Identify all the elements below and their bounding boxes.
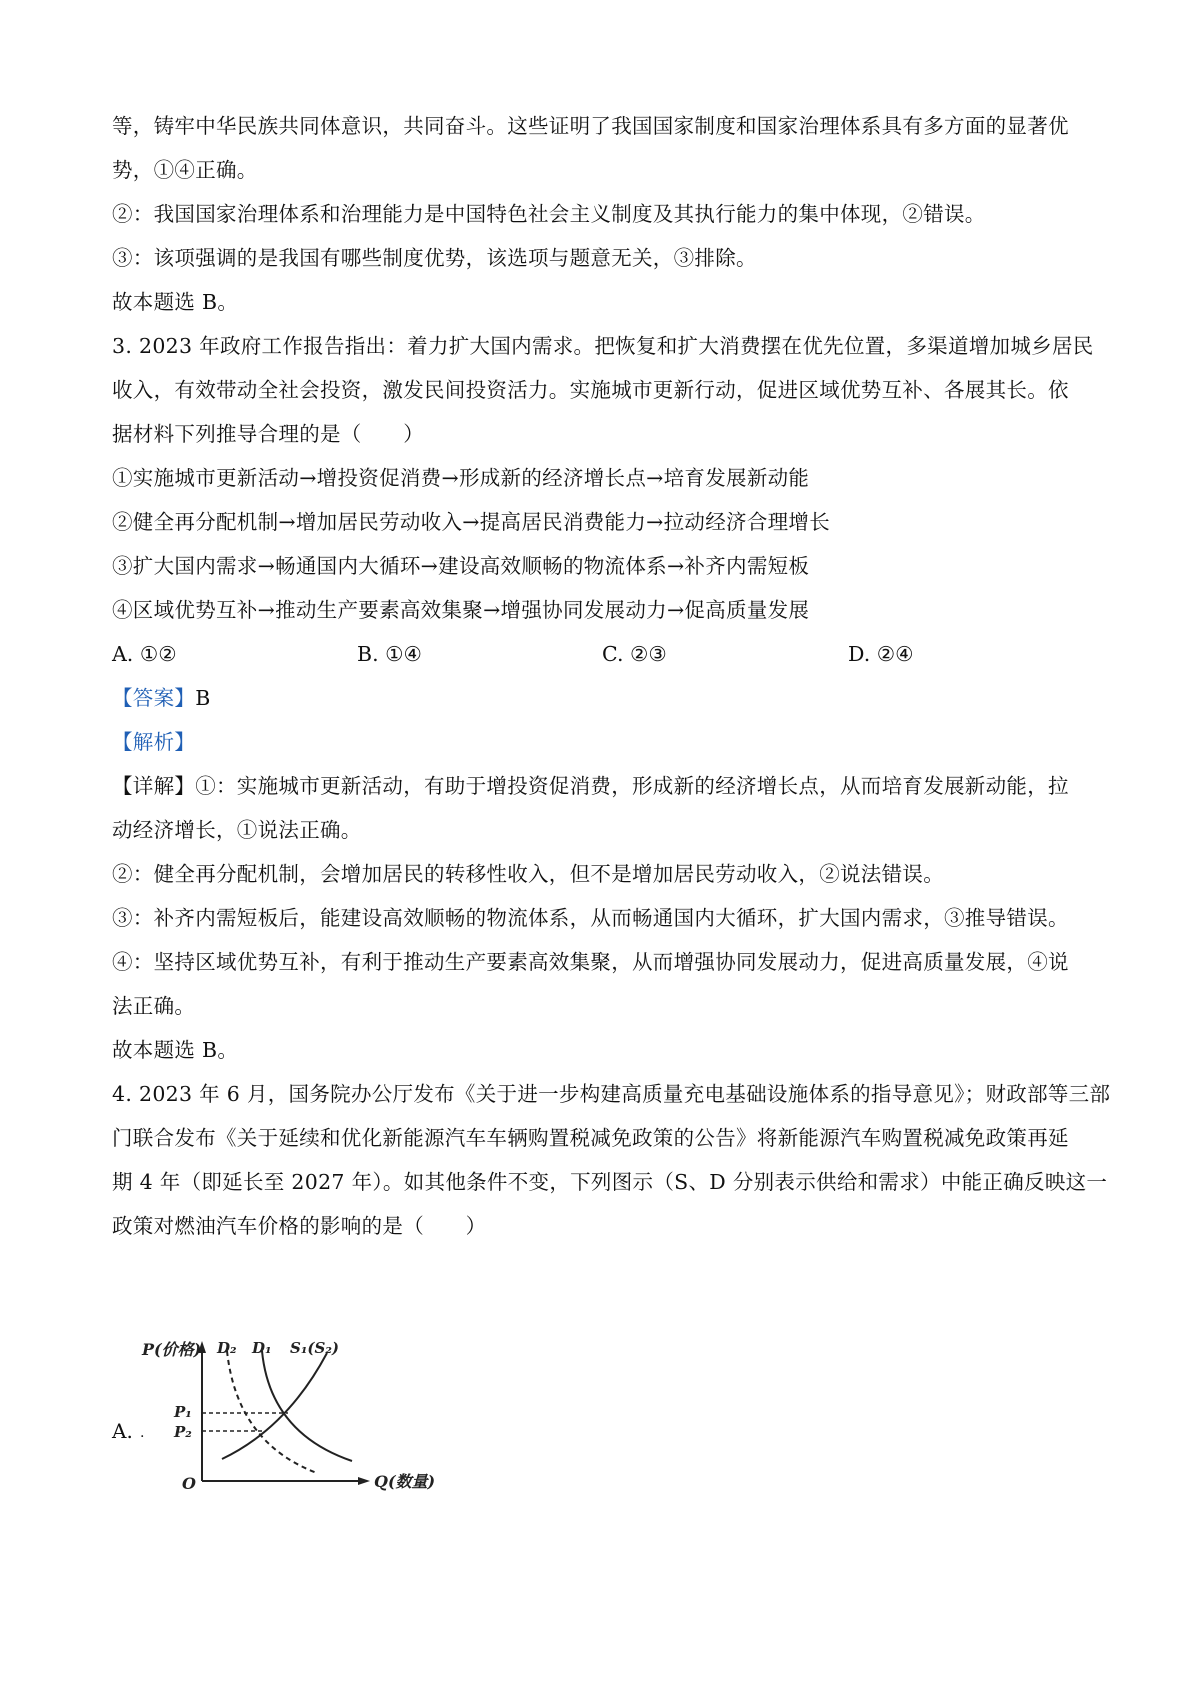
detail-line: 故本题选 B。 xyxy=(112,1038,239,1062)
p1-label: P₁ xyxy=(174,1403,192,1421)
statement-1: ①实施城市更新活动→增投资促消费→形成新的经济增长点→培育发展新动能 xyxy=(112,466,810,490)
answer-value: B xyxy=(195,686,211,710)
supply-demand-figure-a xyxy=(112,1333,452,1503)
origin-label: O xyxy=(182,1474,196,1493)
d1-label: D₁ xyxy=(252,1339,272,1357)
x-axis-arrow xyxy=(358,1477,370,1485)
option-a: A. ①② xyxy=(112,642,177,666)
detail-line: ④：坚持区域优势互补，有利于推动生产要素高效集聚，从而增强协同发展动力，促进高质量发展，④说 xyxy=(112,950,1069,974)
text-line: 故本题选 B。 xyxy=(112,290,239,314)
demand-curve-d2 xyxy=(227,1351,317,1473)
x-axis-label: Q(数量) xyxy=(374,1472,436,1491)
d2-label: D₂ xyxy=(217,1339,237,1357)
detail-line: ③：补齐内需短板后，能建设高效顺畅的物流体系，从而畅通国内大循环，扩大国内需求，③推导错误。 xyxy=(112,906,1069,930)
text-line: 据材料下列推导合理的是（ ） xyxy=(112,422,424,446)
answer-tag: 【答案】 xyxy=(112,686,196,710)
supply-demand-graph xyxy=(112,1333,452,1503)
supply-curve xyxy=(222,1353,327,1459)
detail-line: 门联合发布《关于延续和优化新能源汽车车辆购置税减免政策的公告》将新能源汽车购置税减免政策再延 xyxy=(112,1126,1069,1150)
y-axis-label: P(价格) xyxy=(142,1340,202,1359)
question-4-stem: 4. 2023 年 6 月，国务院办公厅发布《关于进一步构建高质量充电基础设施体系的指导意见》；财政部等三部 xyxy=(112,1082,1111,1106)
detail-line: ②：健全再分配机制，会增加居民的转移性收入，但不是增加居民劳动收入，②说法错误。 xyxy=(112,862,944,886)
demand-curve-d1 xyxy=(262,1351,352,1461)
detail-line: 政策对燃油汽车价格的影响的是（ ） xyxy=(112,1214,487,1238)
option-b: B. ①④ xyxy=(357,642,422,666)
statement-4: ④区域优势互补→推动生产要素高效集聚→增强协同发展动力→促高质量发展 xyxy=(112,598,810,622)
option-d: D. ②④ xyxy=(848,642,914,666)
detail-line: 【详解】①：实施城市更新活动，有助于增投资促消费，形成新的经济增长点，从而培育发展新动能，拉 xyxy=(112,774,1069,798)
p2-label: P₂ xyxy=(174,1423,192,1441)
text-line: ②：我国国家治理体系和治理能力是中国特色社会主义制度及其执行能力的集中体现，②错误。 xyxy=(112,202,986,226)
detail-line: 动经济增长，①说法正确。 xyxy=(112,818,362,842)
text-line: 势，①④正确。 xyxy=(112,158,258,182)
option-c: C. ②③ xyxy=(602,642,667,666)
detail-line: 期 4 年（即延长至 2027 年）。如其他条件不变，下列图示（S、D 分别表示供给和需求）中能正确反映这一 xyxy=(112,1170,1108,1194)
supply-label: S₁(S₂) xyxy=(290,1339,339,1357)
statement-3: ③扩大国内需求→畅通国内大循环→建设高效顺畅的物流体系→补齐内需短板 xyxy=(112,554,810,578)
text-line: 等，铸牢中华民族共同体意识，共同奋斗。这些证明了我国国家制度和国家治理体系具有多方面的显著优 xyxy=(112,114,1069,138)
detail-line: 法正确。 xyxy=(112,994,196,1018)
analysis-tag: 【解析】 xyxy=(112,730,196,754)
question-3-stem: 3. 2023 年政府工作报告指出：着力扩大国内需求。把恢复和扩大消费摆在优先位置，多渠道增加城乡居民 xyxy=(112,334,1094,358)
answer-line xyxy=(112,684,211,712)
figure-dot: . xyxy=(140,1425,145,1441)
figure-option-label: A. xyxy=(112,1419,133,1443)
text-line: 收入，有效带动全社会投资，激发民间投资活力。实施城市更新行动，促进区域优势互补、各展其长。依 xyxy=(112,378,1069,402)
text-line: ③：该项强调的是我国有哪些制度优势，该选项与题意无关，③排除。 xyxy=(112,246,757,270)
statement-2: ②健全再分配机制→增加居民劳动收入→提高居民消费能力→拉动经济合理增长 xyxy=(112,510,831,534)
